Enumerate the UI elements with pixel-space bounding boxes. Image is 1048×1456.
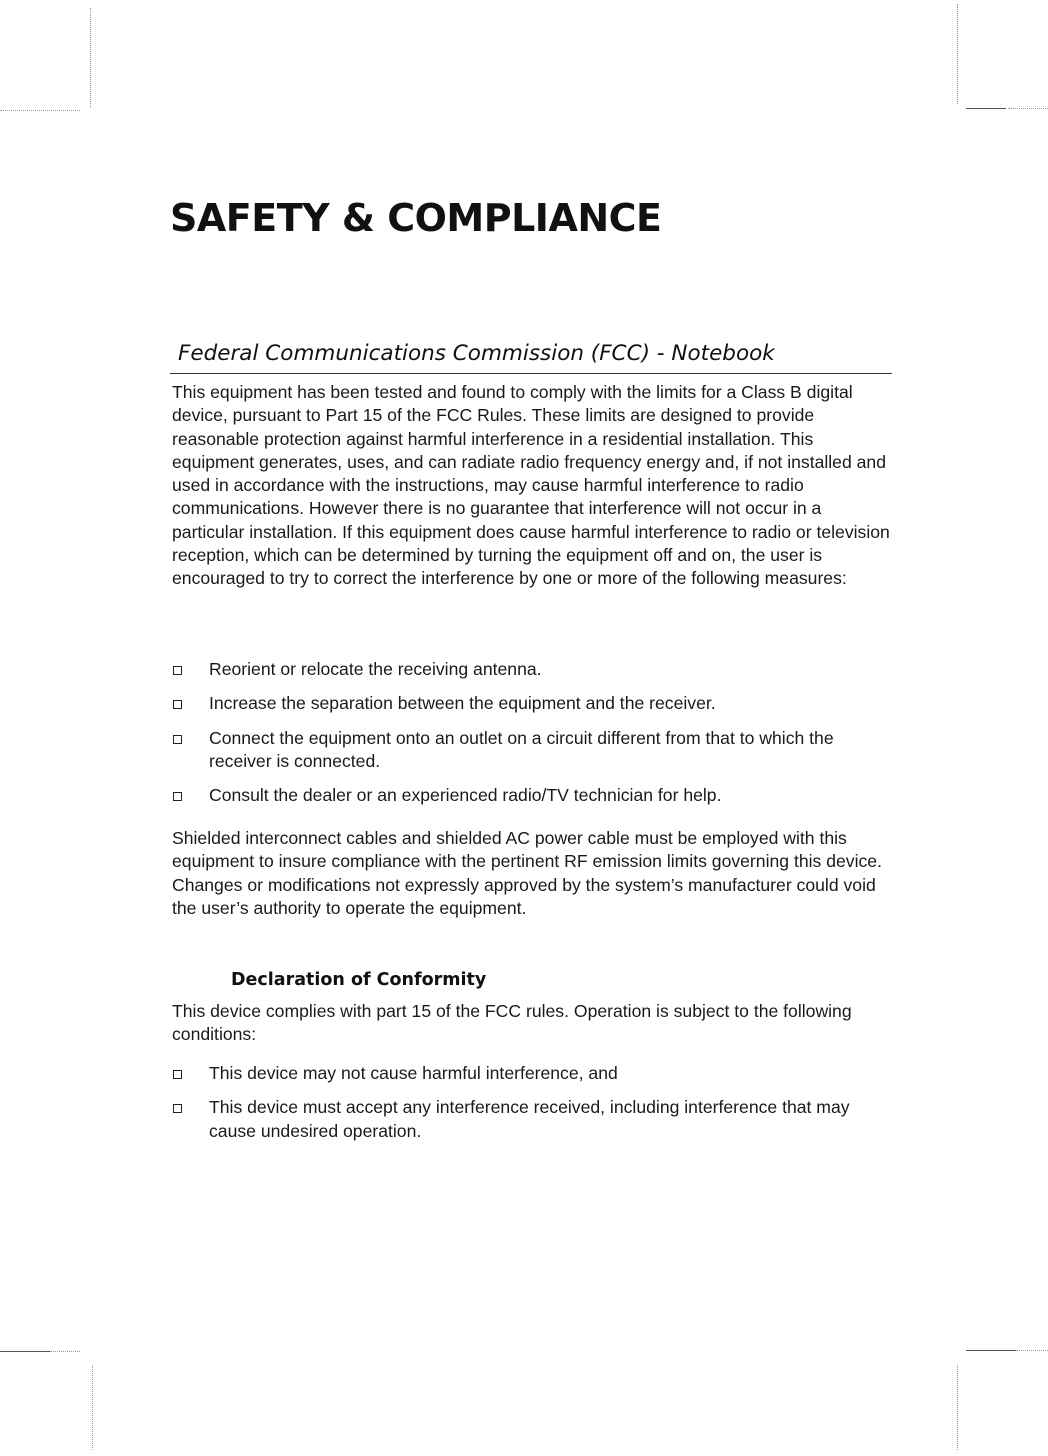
intro-section xyxy=(172,381,890,591)
list-item xyxy=(172,658,890,681)
section-heading xyxy=(170,339,892,374)
crop-mark-bottom-left-horizontal xyxy=(0,1351,50,1352)
list-item xyxy=(172,727,890,774)
checkbox-bullet-icon xyxy=(173,735,182,744)
crop-mark-bottom-right-horizontal xyxy=(966,1350,1016,1351)
crop-mark-top-right-horizontal xyxy=(966,108,1006,109)
crop-mark-bottom-left-vertical xyxy=(92,1365,93,1450)
crop-mark-bottom-left-horizontal-2 xyxy=(50,1351,80,1352)
checkbox-bullet-icon xyxy=(173,792,182,801)
measure-text: Connect the equipment onto an outlet on a circuit different from that to which the receiver is connected. xyxy=(209,727,834,771)
page-title: SAFETY & COMPLIANCE xyxy=(170,196,662,240)
list-item xyxy=(172,1096,890,1143)
measure-text: Consult the dealer or an experienced radio/TV technician for help. xyxy=(209,785,722,806)
measure-text: Increase the separation between the equipment and the receiver. xyxy=(209,693,716,714)
measure-text: Reorient or relocate the receiving antenna. xyxy=(209,659,542,679)
shielded-paragraph: Shielded interconnect cables and shielded AC power cable must be employed with this equipment to insure compliance with the pertinent RF emission limits governing this device. Changes or modifications not expressly approved by the system’s manufacturer could void the user’s authority to operate the equipment. xyxy=(172,828,882,918)
checkbox-bullet-icon xyxy=(173,1104,182,1113)
crop-mark-top-right-vertical xyxy=(957,4,958,104)
condition-text: This device may not cause harmful interference, and xyxy=(209,1063,618,1083)
crop-mark-top-left-vertical xyxy=(90,8,91,108)
measures-list xyxy=(172,658,890,807)
conditions-list xyxy=(172,1062,890,1143)
list-item xyxy=(172,1062,890,1085)
crop-mark-bottom-right-horizontal-2 xyxy=(1016,1350,1048,1351)
list-item xyxy=(172,784,890,807)
shielded-section xyxy=(172,827,890,920)
crop-mark-top-left-horizontal xyxy=(0,110,80,111)
checkbox-bullet-icon xyxy=(173,1070,182,1079)
section-heading-text: Federal Communications Commission (FCC) - Notebook xyxy=(178,341,775,366)
list-item xyxy=(172,692,890,715)
declaration-section xyxy=(172,1000,890,1047)
declaration-heading: Declaration of Conformity xyxy=(231,970,487,990)
declaration-paragraph: This device complies with part 15 of the FCC rules. Operation is subject to the following conditions: xyxy=(172,1001,852,1045)
crop-mark-top-right-horizontal-2 xyxy=(1008,108,1048,109)
checkbox-bullet-icon xyxy=(173,700,182,709)
condition-text: This device must accept any interference received, including interference that may cause undesired operation. xyxy=(209,1097,850,1141)
intro-paragraph: This equipment has been tested and found to comply with the limits for a Class B digital device, pursuant to Part 15 of the FCC Rules. These limits are designed to provide reasonable protection against harmful interference in a residential installation. This equipment generates, uses, and can radiate radio frequency energy and, if not installed and used in accordance with the instructions, may cause harmful interference to radio communications. However there is no guarantee that interference will not occur in a particular installation. If this equipment does cause harmful interference to radio or television reception, which can be determined by turning the equipment off and on, the user is encouraged to try to correct the interference by one or more of the following measures: xyxy=(172,382,890,589)
checkbox-bullet-icon xyxy=(173,666,182,675)
crop-mark-bottom-right-vertical xyxy=(957,1365,958,1450)
